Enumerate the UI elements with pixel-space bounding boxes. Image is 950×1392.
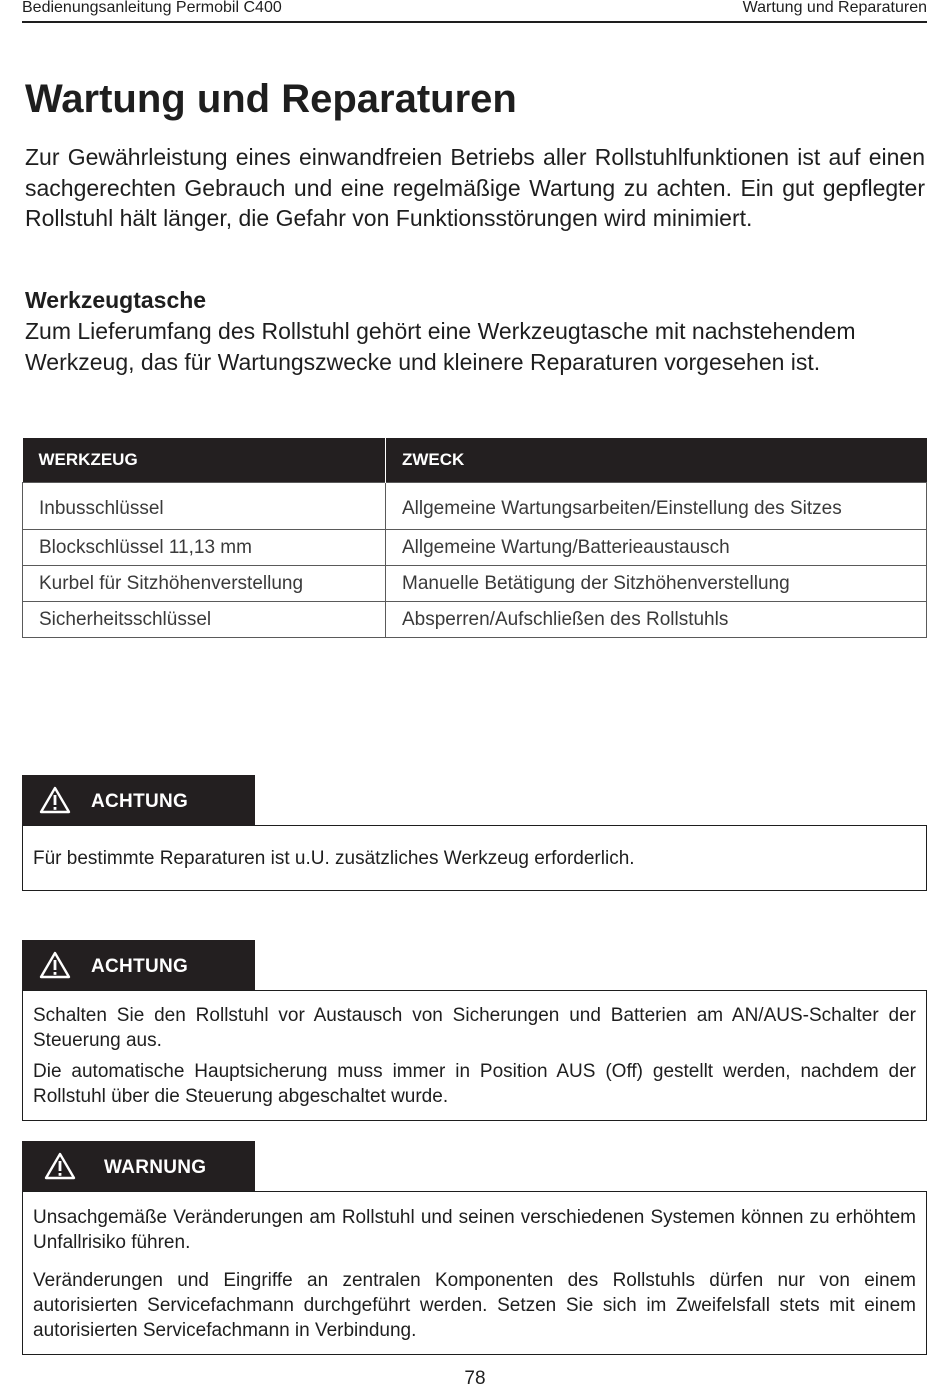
intro-paragraph: Zur Gewährleistung eines einwandfreien Betriebs aller Rollstuhlfunktionen ist auf einen sachgerechten Gebrauch und eine regelmäßige Wartung zu achten. Ein gut gepflegter Rollstuhl hält länger, die Gefahr von Funktionsstörungen wird minimiert. — [25, 144, 925, 231]
notice-body — [22, 1191, 927, 1355]
tool-cell: Kurbel für Sitzhöhenverstellung — [23, 566, 386, 602]
purpose-cell: Allgemeine Wartung/Batterieaustausch — [386, 530, 927, 566]
notice-tab — [22, 1141, 255, 1191]
notice-text: Schalten Sie den Rollstuhl vor Austausch von Sicherungen und Batterien am AN/AUS-Schalter der Steuerung aus. — [33, 1005, 916, 1051]
page-number: 78 — [464, 1368, 486, 1389]
notice-text: Veränderungen und Eingriffe an zentralen Komponenten des Rollstuhls dürfen nur von einem autorisierten Servicefachmann durchgeführt werden. Setzen Sie sich im Zweifelsfall stets mit einem autorisierten Servicefachmann in Verbindung. — [33, 1270, 916, 1341]
table-row — [23, 602, 927, 638]
notice-label: ACHTUNG — [91, 791, 189, 812]
tool-cell: Inbusschlüssel — [23, 483, 386, 530]
notice-text: Die automatische Hauptsicherung muss immer in Position AUS (Off) gestellt werden, nachdem der Rollstuhl über die Steuerung abgeschaltet wurde. — [33, 1061, 916, 1107]
column-header-purpose: ZWECK — [386, 438, 927, 483]
toolbag-heading: Werkzeugtasche — [25, 287, 207, 313]
warning-triangle-icon — [39, 951, 71, 979]
notice-warnung-modifications — [22, 1141, 927, 1355]
toolbag-paragraph: Zum Lieferumfang des Rollstuhl gehört eine Werkzeugtasche mit nachstehendem Werkzeug, das für Wartungszwecke und kleinere Reparaturen vorgesehen ist. — [25, 318, 856, 375]
notice-label: WARNUNG — [104, 1157, 207, 1178]
notice-text: Unsachgemäße Veränderungen am Rollstuhl und seinen verschiedenen Systemen können zu erhöhtem Unfallrisiko führen. — [33, 1207, 916, 1253]
notice-label: ACHTUNG — [91, 956, 189, 977]
notice-tab — [22, 940, 255, 990]
tool-cell: Sicherheitsschlüssel — [23, 602, 386, 638]
purpose-cell: Allgemeine Wartungsarbeiten/Einstellung des Sitzes — [386, 483, 927, 530]
page-title: Wartung und Reparaturen — [25, 77, 517, 121]
table-row — [23, 566, 927, 602]
tools-table — [22, 438, 927, 638]
notice-achtung-tools — [22, 775, 927, 891]
notice-achtung-fuses — [22, 940, 927, 1121]
warning-triangle-icon — [39, 786, 71, 814]
purpose-cell: Manuelle Betätigung der Sitzhöhenverstellung — [386, 566, 927, 602]
notice-tab — [22, 775, 255, 825]
header-section-title: Wartung und Reparaturen — [742, 0, 927, 16]
notice-text: Für bestimmte Reparaturen ist u.U. zusätzliches Werkzeug erforderlich. — [33, 848, 635, 869]
table-row — [23, 483, 927, 530]
purpose-cell: Absperren/Aufschließen des Rollstuhls — [386, 602, 927, 638]
warning-triangle-icon — [44, 1152, 76, 1180]
table-header-row — [23, 438, 927, 483]
tool-cell: Blockschlüssel 11,13 mm — [23, 530, 386, 566]
table-row — [23, 530, 927, 566]
notice-body — [22, 825, 927, 891]
column-header-tool: WERKZEUG — [23, 438, 386, 483]
notice-body — [22, 990, 927, 1121]
header-document-title: Bedienungsanleitung Permobil C400 — [22, 0, 282, 16]
page-header — [22, 0, 927, 23]
